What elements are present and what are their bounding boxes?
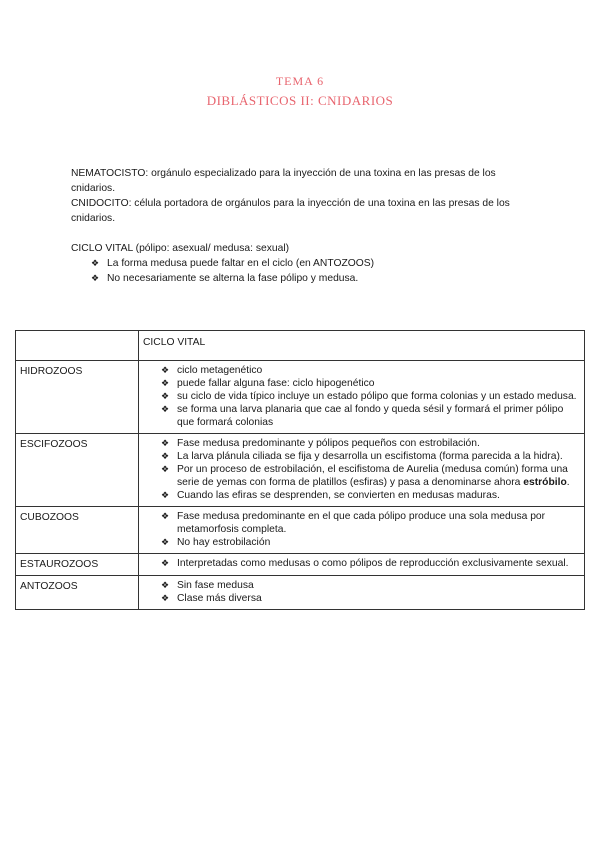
class-name-cell: CUBOZOOS (16, 507, 139, 554)
list-item: ❖ La forma medusa puede faltar en el ciclo (en ANTOZOOS) (91, 258, 375, 269)
diamond-bullet-icon: ❖ (161, 593, 170, 603)
diamond-bullet-icon: ❖ (161, 438, 170, 448)
list-item: ❖ su ciclo de vida típico incluye un estado pólipo que forma colonias y un estado medusa. (161, 391, 577, 402)
description-cell (139, 554, 585, 576)
topic-number: TEMA 6 (275, 74, 325, 88)
description-cell (139, 507, 585, 554)
diamond-bullet-icon: ❖ (161, 378, 170, 388)
header-empty-cell (16, 331, 139, 361)
list-item: ❖ se forma una larva planaria que cae al fondo y queda sésil y formará el primer pólipo que formará colonias (161, 404, 564, 428)
description-cell (139, 434, 585, 507)
cycle-heading: CICLO VITAL (pólipo: asexual/ medusa: sexual) (71, 243, 290, 254)
diamond-bullet-icon: ❖ (161, 464, 170, 474)
list-item: ❖ Fase medusa predominante en el que cada pólipo produce una sola medusa por metamorfosis completa. (161, 511, 546, 535)
list-item: ❖ Fase medusa predominante y pólipos pequeños con estrobilación. (161, 438, 480, 449)
table-row (16, 554, 585, 576)
definitions (71, 166, 521, 226)
list-item: ❖ No hay estrobilación (161, 537, 271, 548)
diamond-bullet-icon: ❖ (161, 558, 170, 568)
class-name-cell: ANTOZOOS (16, 576, 139, 610)
table-row (16, 361, 585, 434)
list-item: ❖ puede fallar alguna fase: ciclo hipogenético (161, 378, 375, 389)
table-row (16, 576, 585, 610)
diamond-bullet-icon: ❖ (161, 451, 170, 461)
list-item: ❖ Por un proceso de estrobilación, el escifistoma de Aurelia (medusa común) forma una serie de yemas con forma de platillos (esfiras) y pasa a denominarse ahora estróbilo. (161, 464, 570, 488)
list-item: ❖ No necesariamente se alterna la fase pólipo y medusa. (91, 273, 359, 284)
definition-cnidocito: CNIDOCITO: célula portadora de orgánulos para la inyección de una toxina en las presas de los cnidarios. (71, 198, 510, 224)
life-cycle-summary (71, 241, 521, 286)
diamond-bullet-icon: ❖ (91, 258, 100, 268)
list-item: ❖ Clase más diversa (161, 593, 262, 604)
class-name-cell: ESCIFOZOOS (16, 434, 139, 507)
diamond-bullet-icon: ❖ (91, 273, 100, 283)
list-item: ❖ Sin fase medusa (161, 580, 254, 591)
table-row (16, 507, 585, 554)
diamond-bullet-icon: ❖ (161, 580, 170, 590)
diamond-bullet-icon: ❖ (161, 404, 170, 414)
description-cell (139, 361, 585, 434)
page-title (0, 72, 600, 110)
description-cell (139, 576, 585, 610)
table-row (16, 434, 585, 507)
class-name-cell: HIDROZOOS (16, 361, 139, 434)
life-cycle-table (15, 330, 585, 610)
class-name-cell: ESTAUROZOOS (16, 554, 139, 576)
diamond-bullet-icon: ❖ (161, 490, 170, 500)
diamond-bullet-icon: ❖ (161, 365, 170, 375)
diamond-bullet-icon: ❖ (161, 511, 170, 521)
topic-title: DIBLÁSTICOS II: CNIDARIOS (206, 93, 394, 108)
cycle-bullet-list (71, 256, 521, 286)
list-item: ❖ ciclo metagenético (161, 365, 263, 376)
definition-nematocisto: NEMATOCISTO: orgánulo especializado para la inyección de una toxina en las presas de los cnidarios. (71, 168, 496, 194)
bold-term: estróbilo (523, 477, 567, 488)
header-cell: CICLO VITAL (139, 331, 585, 361)
diamond-bullet-icon: ❖ (161, 391, 170, 401)
diamond-bullet-icon: ❖ (161, 537, 170, 547)
list-item: ❖ Cuando las efiras se desprenden, se convierten en medusas maduras. (161, 490, 500, 501)
table-header-row (16, 331, 585, 361)
list-item: ❖ La larva plánula ciliada se fija y desarrolla un escifistoma (forma parecida a la hidra). (161, 451, 563, 462)
list-item: ❖ Interpretadas como medusas o como pólipos de reproducción exclusivamente sexual. (161, 558, 569, 569)
